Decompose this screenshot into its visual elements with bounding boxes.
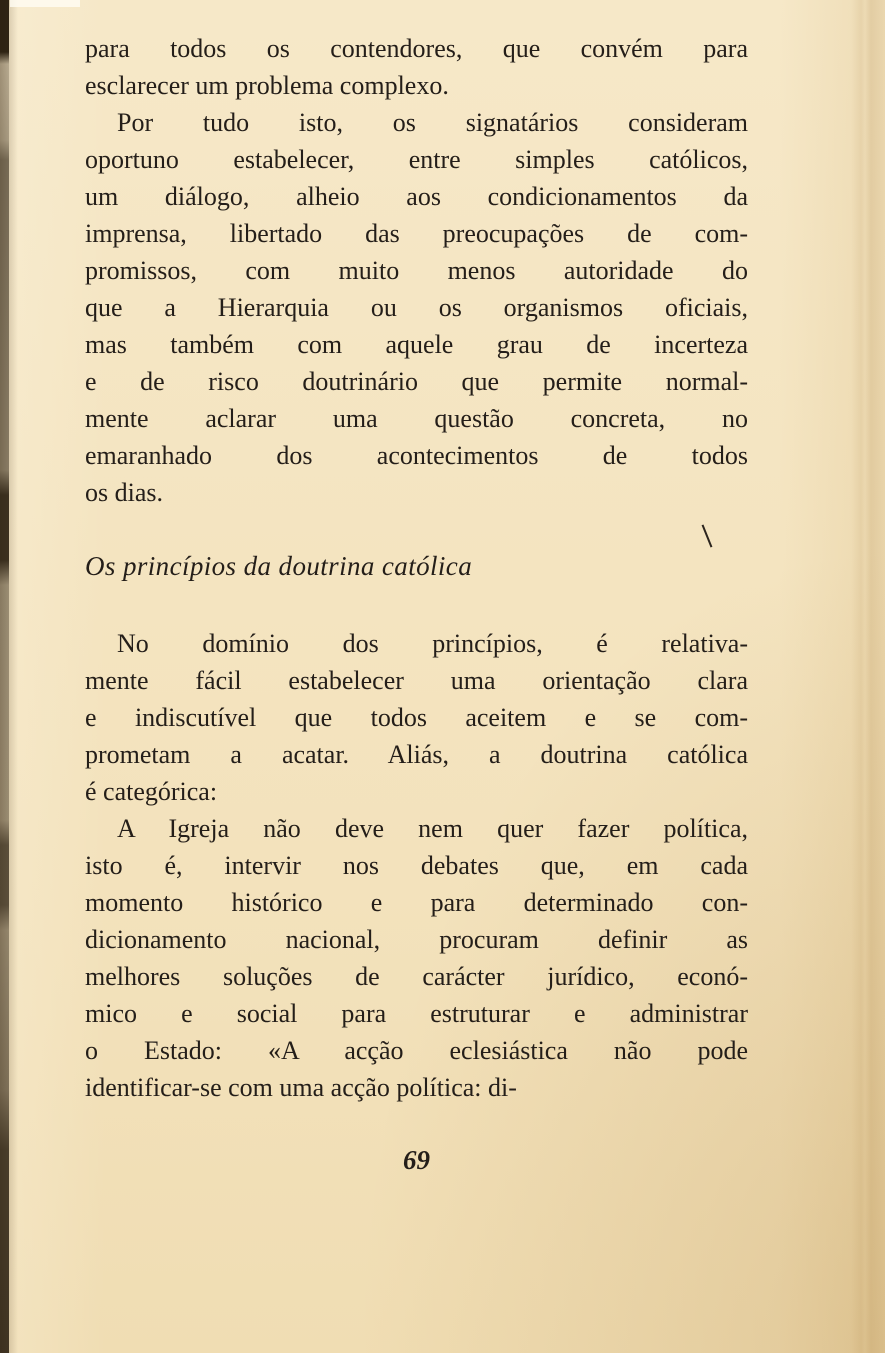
text-line: imprensa, libertado das preocupações de com- bbox=[85, 219, 748, 248]
paragraph bbox=[85, 625, 748, 810]
text-line: mico e social para estruturar e administrar bbox=[85, 999, 748, 1028]
text-line: mas também com aquele grau de incerteza bbox=[85, 330, 748, 359]
paragraph bbox=[85, 104, 748, 511]
text-line: e indiscutível que todos aceitem e se com- bbox=[85, 703, 748, 732]
text-line: esclarecer um problema complexo. bbox=[85, 71, 449, 100]
text-line: é categórica: bbox=[85, 777, 218, 806]
text-line: No domínio dos princípios, é relativa- bbox=[117, 629, 748, 658]
scan-edge-highlight bbox=[10, 0, 80, 7]
text-line: momento histórico e para determinado con- bbox=[85, 888, 748, 917]
text-line: e de risco doutrinário que permite normal- bbox=[85, 367, 748, 396]
text-line: isto é, intervir nos debates que, em cada bbox=[85, 851, 748, 880]
text-line: prometam a acatar. Aliás, a doutrina católica bbox=[85, 740, 748, 769]
text-line: que a Hierarquia ou os organismos oficiais, bbox=[85, 293, 748, 322]
text-line: mente aclarar uma questão concreta, no bbox=[85, 404, 748, 433]
binding-edge-shadow bbox=[0, 0, 18, 1353]
text-block bbox=[85, 30, 748, 1179]
paragraph-continuation bbox=[85, 30, 748, 104]
text-line: o Estado: «A acção eclesiástica não pode bbox=[85, 1036, 748, 1065]
page-edge-shading bbox=[851, 0, 885, 1353]
page-number: 69 bbox=[403, 1145, 430, 1175]
text-line: Por tudo isto, os signatários consideram bbox=[117, 108, 748, 137]
text-line: A Igreja não deve nem quer fazer política, bbox=[117, 814, 748, 843]
section-heading: Os princípios da doutrina católica bbox=[85, 551, 473, 581]
paragraph bbox=[85, 810, 748, 1106]
text-line: melhores soluções de carácter jurídico, econó- bbox=[85, 962, 748, 991]
text-line: oportuno estabelecer, entre simples católicos, bbox=[85, 145, 748, 174]
text-line: identificar-se com uma acção política: di- bbox=[85, 1073, 517, 1102]
text-line: mente fácil estabelecer uma orientação clara bbox=[85, 666, 748, 695]
text-line: dicionamento nacional, procuram definir as bbox=[85, 925, 748, 954]
text-line: emaranhado dos acontecimentos de todos bbox=[85, 441, 748, 470]
text-line: promissos, com muito menos autoridade do bbox=[85, 256, 748, 285]
text-line: para todos os contendores, que convém para bbox=[85, 34, 748, 63]
text-line: os dias. bbox=[85, 478, 163, 507]
text-line: um diálogo, alheio aos condicionamentos da bbox=[85, 182, 748, 211]
